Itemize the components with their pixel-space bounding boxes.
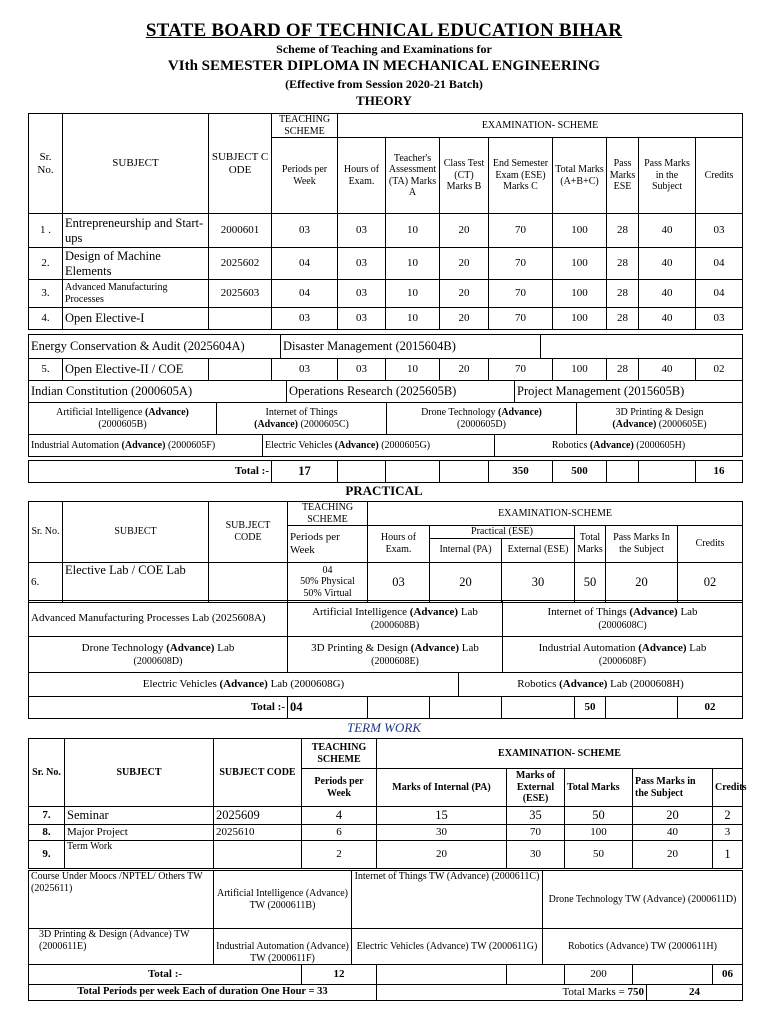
practical-lab-options-2 <box>28 672 743 697</box>
coe-rob-adv: (Advance) <box>589 439 634 451</box>
total-credits: 02 <box>678 697 743 719</box>
pass-ese: 28 <box>607 359 639 381</box>
subject: Open Elective-I <box>63 308 209 330</box>
th-exam: EXAMINATION- SCHEME <box>338 114 743 138</box>
hours: 03 <box>338 359 386 381</box>
ese: 70 <box>489 308 553 330</box>
twh-exam: EXAMINATION- SCHEME <box>377 739 743 769</box>
th-code: SUBJECT C ODE <box>209 114 272 214</box>
tw-ia: Industrial Automation (Advance) TW (2000611F) <box>214 929 352 965</box>
th-ct: Class Test (CT) Marks B <box>440 138 489 214</box>
lab-ev-name: Electric Vehicles <box>142 678 217 691</box>
oe1-option-a: Energy Conservation & Audit (2025604A) <box>29 335 281 359</box>
ph-external: External (ESE) <box>502 538 575 562</box>
tw-ai: Artificial Intelligence (Advance) TW (2000611B) <box>214 871 352 929</box>
periods: 6 <box>302 825 377 841</box>
credits: 1 <box>713 841 743 869</box>
periods <box>288 562 368 602</box>
ct: 20 <box>440 280 489 308</box>
lab-iot <box>503 601 743 637</box>
th-ese: End Semester Exam (ESE) Marks C <box>489 138 553 214</box>
tw-rob: Robotics (Advance) TW (2000611H) <box>543 929 743 965</box>
empty-cell <box>633 965 713 985</box>
th-pass-subject: Pass Marks in the Subject <box>639 138 696 214</box>
lab-3d-adv: (Advance) <box>410 641 460 654</box>
tw-drone: Drone Technology TW (Advance) (2000611D) <box>543 871 743 929</box>
open-elective-2-options <box>28 380 743 403</box>
internal: 20 <box>430 562 502 602</box>
empty-cell <box>377 965 507 985</box>
ta: 10 <box>386 280 440 308</box>
tw-moocs: Course Under Moocs /NPTEL/ Others TW (2025611) <box>29 871 214 929</box>
coe-iot-code: (2000605C) <box>300 418 349 430</box>
oe2-option-c: Project Management (2015605B) <box>515 381 743 403</box>
credits: 04 <box>696 280 743 308</box>
table-row <box>29 841 743 869</box>
total-ese: 350 <box>489 461 553 483</box>
twh-periods: Periods per Week <box>302 769 377 807</box>
total: 50 <box>575 562 606 602</box>
lab-iot-name: Internet of Things <box>547 605 627 618</box>
total-periods: 04 <box>288 697 368 719</box>
coe-iot <box>217 403 387 435</box>
sr: 2. <box>29 248 63 280</box>
credits: 03 <box>696 308 743 330</box>
tw-3d: 3D Printing & Design (Advance) TW (2000611E) <box>29 929 214 965</box>
lab-rob-name: Robotics <box>517 678 557 691</box>
ph-internal: Internal (PA) <box>430 538 502 562</box>
twh-total: Total Marks <box>565 769 633 807</box>
total: 100 <box>553 308 607 330</box>
subject: Advanced Manufacturing Processes <box>63 280 209 308</box>
pass-ese: 28 <box>607 214 639 248</box>
coe-ia-code: (2000605F) <box>167 439 216 451</box>
th-ta: Teacher's Assessment (TA) Marks A <box>386 138 440 214</box>
table-row <box>29 807 743 825</box>
hours: 03 <box>338 280 386 308</box>
table-row <box>29 562 743 602</box>
effective-session: (Effective from Session 2020-21 Batch) <box>285 77 483 91</box>
th-hours: Hours of Exam. <box>338 138 386 214</box>
lab-drone-name: Drone Technology <box>81 641 164 654</box>
table-row <box>29 308 743 330</box>
table-row <box>29 214 743 248</box>
code <box>209 308 272 330</box>
empty-cell <box>639 461 696 483</box>
ct: 20 <box>440 359 489 381</box>
lab-drone-code: (2000608D) <box>133 655 183 667</box>
lab-rob <box>459 673 743 697</box>
ese: 70 <box>489 248 553 280</box>
ct: 20 <box>440 248 489 280</box>
empty-cell <box>368 697 430 719</box>
total: 100 <box>553 359 607 381</box>
twh-sr: Sr. No. <box>29 739 65 807</box>
ph-practical-ese: Practical (ESE) <box>430 526 575 539</box>
periods: 04 <box>272 280 338 308</box>
lab-ev-tail: Lab (2000608G) <box>270 678 345 691</box>
empty-cell <box>430 697 502 719</box>
lab-ai-code: (2000608B) <box>370 619 420 631</box>
coe-options <box>28 402 743 435</box>
lab-amp: Advanced Manufacturing Processes Lab (2025608A) <box>29 601 288 637</box>
open-elective-1-options <box>28 334 743 359</box>
empty-cell <box>541 335 743 359</box>
table-row <box>29 359 743 381</box>
coe-rob <box>495 435 743 457</box>
ph-teaching: TEACHING SCHEME <box>288 502 368 526</box>
sr: 4. <box>29 308 63 330</box>
code <box>214 841 302 869</box>
th-periods: Periods per Week <box>272 138 338 214</box>
internal: 15 <box>377 807 507 825</box>
lab-3d-tail: Lab <box>461 641 479 654</box>
th-pass-ese: Pass Marks ESE <box>607 138 639 214</box>
credits: 2 <box>713 807 743 825</box>
table-row <box>29 280 743 308</box>
empty-cell <box>440 461 489 483</box>
code: 2000601 <box>209 214 272 248</box>
termwork-heading: TERM WORK <box>346 720 422 735</box>
ph-total: Total Marks <box>575 526 606 563</box>
physical: 50% Physical <box>300 576 355 588</box>
subject: Major Project <box>65 825 214 841</box>
lab-ai-tail: Lab <box>460 605 478 618</box>
coe-ia-name: Industrial Automation <box>31 439 120 451</box>
twh-credits: Credits <box>713 769 743 807</box>
lab-ev-adv: (Advance) <box>219 678 268 691</box>
tw-ev: Electric Vehicles (Advance) TW (2000611G) <box>352 929 543 965</box>
empty-cell <box>338 461 386 483</box>
lab-drone-adv: (Advance) <box>166 641 215 654</box>
pass: 20 <box>633 807 713 825</box>
coe-ev-name: Electric Vehicles <box>265 439 333 451</box>
lab-ia-adv: (Advance) <box>638 641 687 654</box>
ph-subject: SUBJECT <box>63 502 209 563</box>
total-marks-label: Total Marks = <box>562 986 628 999</box>
subject: Seminar <box>65 807 214 825</box>
board-title: STATE BOARD OF TECHNICAL EDUCATION BIHAR <box>145 20 623 41</box>
lab-iot-tail: Lab <box>680 605 698 618</box>
coe-ai-adv: (Advance) <box>144 407 189 418</box>
subject: Entrepreneurship and Start-ups <box>63 214 209 248</box>
pass-ese: 28 <box>607 308 639 330</box>
table-row <box>29 825 743 841</box>
total-periods: 17 <box>272 461 338 483</box>
coe-3d <box>577 403 743 435</box>
external: 35 <box>507 807 565 825</box>
periods: 03 <box>272 359 338 381</box>
ph-credits: Credits <box>678 526 743 563</box>
ta: 10 <box>386 214 440 248</box>
lab-ai-name: Artificial Intelligence <box>312 605 408 618</box>
ph-pass: Pass Marks In the Subject <box>606 526 678 563</box>
coe-ai-code: (2000605B) <box>98 418 147 430</box>
grand-total-row <box>28 984 743 1001</box>
pass-subject: 40 <box>639 248 696 280</box>
credits: 04 <box>696 248 743 280</box>
lab-rob-adv: (Advance) <box>559 678 608 691</box>
pass-ese: 28 <box>607 248 639 280</box>
pass: 20 <box>606 562 678 602</box>
twh-internal: Marks of Internal (PA) <box>377 769 507 807</box>
external: 70 <box>507 825 565 841</box>
ese: 70 <box>489 280 553 308</box>
total-label: Total :- <box>29 461 272 483</box>
lab-iot-adv: (Advance) <box>629 605 678 618</box>
sr: 5. <box>29 359 63 381</box>
th-sr: Sr. No. <box>29 114 63 214</box>
sr: 3. <box>29 280 63 308</box>
coe-ai-name: Artificial Intelligence <box>56 407 143 418</box>
twh-teaching: TEACHING SCHEME <box>302 739 377 769</box>
coe-options-2 <box>28 434 743 457</box>
empty-cell <box>502 697 575 719</box>
code: 2025609 <box>214 807 302 825</box>
coe-ev <box>263 435 495 457</box>
oe2-option-a: Indian Constitution (2000605A) <box>29 381 287 403</box>
subject: Term Work <box>65 841 214 869</box>
internal: 20 <box>377 841 507 869</box>
credits: 3 <box>713 825 743 841</box>
periods: 03 <box>272 308 338 330</box>
lab-drone <box>29 637 288 673</box>
hours: 03 <box>338 214 386 248</box>
semester-title: VIth SEMESTER DIPLOMA IN MECHANICAL ENGINEERING <box>167 58 601 74</box>
empty-cell <box>607 461 639 483</box>
coe-ia-adv: (Advance) <box>121 439 166 451</box>
pass-subject: 40 <box>639 214 696 248</box>
coe-iot-adv: (Advance) <box>254 418 299 430</box>
coe-drone-code: (2000605D) <box>457 418 506 430</box>
tw-options <box>28 870 743 965</box>
scheme-subtitle: Scheme of Teaching and Examinations for <box>276 42 492 56</box>
empty-cell <box>386 461 440 483</box>
ta: 10 <box>386 359 440 381</box>
code: 2025602 <box>209 248 272 280</box>
coe-rob-code: (2000605H) <box>636 439 686 451</box>
ph-hours: Hours of Exam. <box>368 526 430 563</box>
external: 30 <box>507 841 565 869</box>
total: 100 <box>553 248 607 280</box>
coe-ev-adv: (Advance) <box>334 439 379 451</box>
sr: 7. <box>29 807 65 825</box>
lab-iot-code: (2000608C) <box>598 619 647 631</box>
practical-lab-options <box>28 600 743 673</box>
practical-table <box>28 501 743 603</box>
hours: 03 <box>338 308 386 330</box>
code <box>209 562 288 602</box>
pass-subject: 40 <box>639 359 696 381</box>
credits: 03 <box>696 214 743 248</box>
theory-total-row <box>28 460 743 483</box>
ph-code: SUB.JECT CODE <box>209 502 288 563</box>
external: 30 <box>502 562 575 602</box>
coe-ai <box>29 403 217 435</box>
virtual: 50% Virtual <box>303 587 352 599</box>
coe-ev-code: (2000605G) <box>381 439 431 451</box>
theory-table <box>28 113 743 330</box>
coe-drone-name: Drone Technology <box>421 407 496 418</box>
code <box>209 359 272 381</box>
ese: 70 <box>489 214 553 248</box>
termwork-table <box>28 738 747 869</box>
grand-total-credits: 24 <box>647 985 743 1001</box>
practical-heading: PRACTICAL <box>345 483 423 498</box>
code: 2025610 <box>214 825 302 841</box>
total: 50 <box>565 841 633 869</box>
credits: 02 <box>696 359 743 381</box>
twh-pass: Pass Marks in the Subject <box>633 769 713 807</box>
ct: 20 <box>440 308 489 330</box>
twh-external: Marks of External (ESE) <box>507 769 565 807</box>
lab-ia-tail: Lab <box>689 641 707 654</box>
hours: 03 <box>338 248 386 280</box>
total-label: Total :- <box>29 697 288 719</box>
ta: 10 <box>386 308 440 330</box>
total-periods-week: Total Periods per week Each of duration One Hour = 33 <box>29 985 377 1001</box>
termwork-total-row <box>28 964 743 985</box>
theory-row-5 <box>28 358 743 381</box>
ph-sr: Sr. No. <box>29 502 63 563</box>
pass: 20 <box>633 841 713 869</box>
total: 100 <box>553 280 607 308</box>
ct: 20 <box>440 214 489 248</box>
coe-rob-name: Robotics <box>551 439 588 451</box>
oe2-option-b: Operations Research (2025605B) <box>287 381 515 403</box>
practical-total-row <box>28 696 743 719</box>
periods: 04 <box>272 248 338 280</box>
total: 100 <box>565 825 633 841</box>
total-marks: 50 <box>575 697 606 719</box>
lab-drone-tail: Lab <box>217 641 235 654</box>
coe-drone <box>387 403 577 435</box>
lab-3d-name: 3D Printing & Design <box>311 641 408 654</box>
total-credits: 16 <box>696 461 743 483</box>
code: 2025603 <box>209 280 272 308</box>
periods: 2 <box>302 841 377 869</box>
subject: Open Elective-II / COE <box>63 359 209 381</box>
coe-iot-name: Internet of Things <box>265 407 338 418</box>
coe-3d-code: (2000605E) <box>658 418 707 430</box>
periods: 03 <box>272 214 338 248</box>
total-marks-value: 750 <box>627 986 644 999</box>
lab-ev <box>29 673 459 697</box>
th-teaching: TEACHING SCHEME <box>272 114 338 138</box>
total-marks: 200 <box>565 965 633 985</box>
theory-heading: THEORY <box>356 93 412 108</box>
table-row <box>29 248 743 280</box>
ph-exam: EXAMINATION-SCHEME <box>368 502 743 526</box>
th-total: Total Marks (A+B+C) <box>553 138 607 214</box>
th-credits: Credits <box>696 138 743 214</box>
ese: 70 <box>489 359 553 381</box>
sr: 8. <box>29 825 65 841</box>
credits: 02 <box>678 562 743 602</box>
ta: 10 <box>386 248 440 280</box>
empty-cell <box>606 697 678 719</box>
total: 100 <box>553 214 607 248</box>
lab-3d <box>288 637 503 673</box>
ph-periods: Periods per Week <box>288 526 368 563</box>
lab-rob-tail: Lab (2000608H) <box>610 678 684 691</box>
total-credits: 06 <box>713 965 743 985</box>
lab-ia <box>503 637 743 673</box>
total-label: Total :- <box>29 965 302 985</box>
sr: 6. <box>29 562 63 602</box>
coe-ia <box>29 435 263 457</box>
lab-ai-adv: (Advance) <box>409 605 459 618</box>
coe-drone-adv: (Advance) <box>497 407 542 418</box>
twh-code: SUBJECT CODE <box>214 739 302 807</box>
coe-3d-name: 3D Printing & Design <box>615 407 704 418</box>
lab-ia-name: Industrial Automation <box>538 641 636 654</box>
tw-iot: Internet of Things TW (Advance) (2000611C) <box>352 871 543 929</box>
oe1-option-b: Disaster Management (2015604B) <box>281 335 541 359</box>
lab-ia-code: (2000608F) <box>598 655 647 667</box>
total-periods: 12 <box>302 965 377 985</box>
subject: Design of Machine Elements <box>63 248 209 280</box>
lab-ai <box>288 601 503 637</box>
pass-ese: 28 <box>607 280 639 308</box>
lab-3d-code: (2000608E) <box>371 655 419 667</box>
sr: 1 . <box>29 214 63 248</box>
th-subject: SUBJECT <box>63 114 209 214</box>
periods: 4 <box>302 807 377 825</box>
empty-cell <box>507 965 565 985</box>
hours: 03 <box>368 562 430 602</box>
internal: 30 <box>377 825 507 841</box>
pass-subject: 40 <box>639 280 696 308</box>
pass-subject: 40 <box>639 308 696 330</box>
pass: 40 <box>633 825 713 841</box>
coe-3d-adv: (Advance) <box>612 418 657 430</box>
total-marks: 500 <box>553 461 607 483</box>
subject: Elective Lab / COE Lab <box>63 562 209 602</box>
periods-value: 04 <box>322 564 333 576</box>
total: 50 <box>565 807 633 825</box>
sr: 9. <box>29 841 65 869</box>
total-marks-cell <box>377 985 647 1001</box>
twh-subject: SUBJECT <box>65 739 214 807</box>
